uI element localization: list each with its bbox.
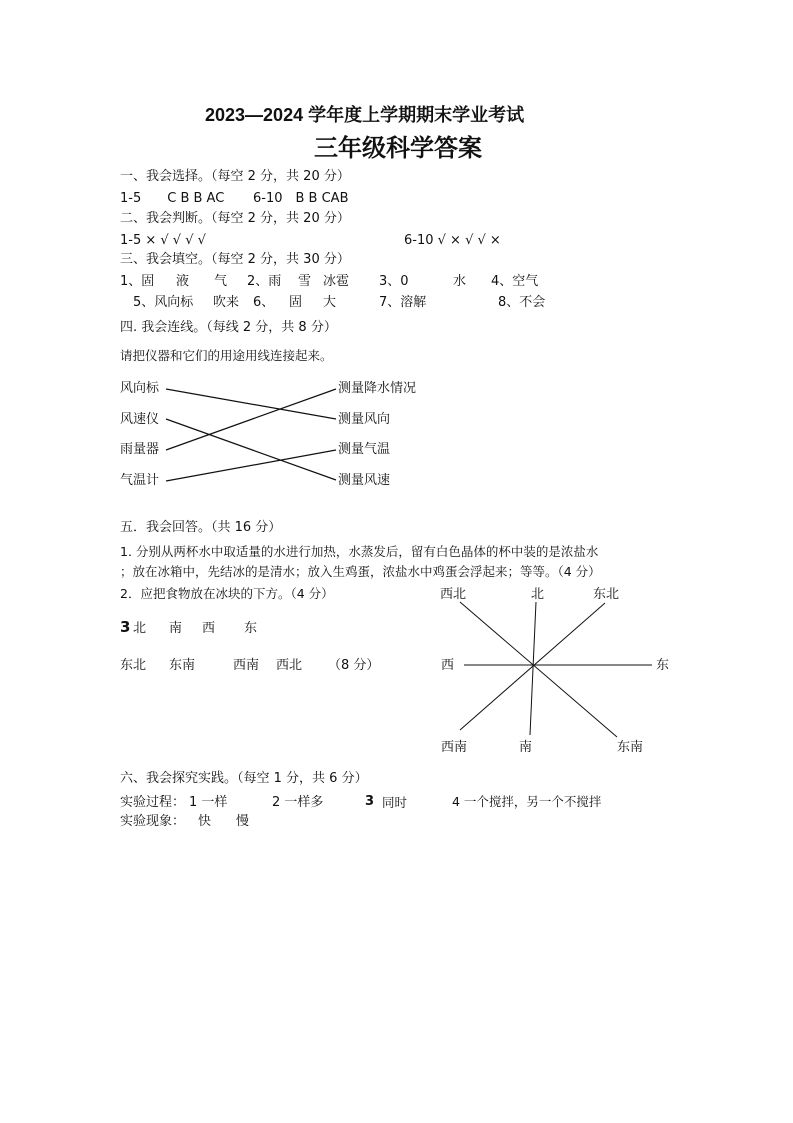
section3-row2-item: 大 [323,295,337,310]
process-item: 3 [365,794,375,809]
section1-answers-6-10: 6-10 B B CAB [253,191,349,206]
section3-row1-item: 4、空气 [491,274,539,289]
use-wind-direction: 测量风向 [338,412,391,427]
section3-row1-item: 气 [214,274,228,289]
instrument-wind-vane: 风向标 [120,381,160,396]
use-precipitation: 测量降水情况 [338,381,417,396]
use-wind-speed: 测量风速 [338,473,391,488]
section5-q3-number: 3 [120,618,131,636]
process-label: 实验过程： [120,795,186,810]
compass-label-southeast: 东南 [617,740,644,755]
section3-row2-item: 5、风向标 [133,295,194,310]
section4-heading: 四. 我会连线。（每线 2 分，共 8 分） [120,320,337,335]
process-item: 4 一个搅拌，另一个不搅拌 [452,794,602,809]
compass-line-nw-se [460,602,617,737]
q3-score: （8 分） [328,658,380,673]
compass-label-northwest: 西北 [440,587,467,602]
process-item: 2 一样多 [272,795,324,810]
section2-heading: 二、我会判断。（每空 2 分，共 20 分） [120,211,350,226]
phenomenon-item: 慢 [236,814,250,829]
section3-row1-item: 液 [176,274,190,289]
section1-answers-1-5: 1-5 C B B AC [120,191,225,206]
section3-row2-item: 固 [289,295,303,310]
compass-label-west: 西 [441,658,455,673]
q3-answer: 东北 [120,658,147,673]
section5-q1-line1: 1. 分别从两杯水中取适量的水进行加热，水蒸发后，留有白色晶体的杯中装的是浓盐水 [120,544,599,559]
phenomenon-label: 实验现象： [120,814,186,829]
section3-row2-item: 吹来 [213,295,240,310]
section3-row1-item: 雪 [298,274,312,289]
compass-rose [460,602,652,737]
q3-answer: 北 [133,621,147,636]
connection-thermometer [166,450,336,481]
compass-line-ne-sw [460,603,605,730]
section1-heading: 一、我会选择。（每空 2 分，共 20 分） [120,169,350,184]
section3-row1-item: 冰雹 [323,274,350,289]
section2-answers-6-10: 6-10 √ × √ √ × [404,233,501,248]
q3-answer: 西南 [233,658,260,673]
section3-row1-item: 2、雨 [247,274,282,289]
instrument-anemometer: 风速仪 [120,412,160,427]
section5-heading: 五．我会回答。（共 16 分） [120,520,282,535]
q3-answer: 南 [169,621,183,636]
section4-instruction: 请把仪器和它们的用途用线连接起来。 [120,348,333,363]
q3-answer: 东 [244,621,258,636]
compass-label-southwest: 西南 [441,740,468,755]
section3-row2-item: 7、溶解 [379,295,427,310]
compass-label-north: 北 [531,587,545,602]
exam-title: 2023—2024 学年度上学期期末学业考试 [205,105,525,125]
q3-answer: 东南 [169,658,196,673]
instrument-rain-gauge: 雨量器 [120,442,160,457]
q3-answer: 西 [202,621,216,636]
connection-anemometer [166,419,336,480]
section3-row2-item: 6、 [253,295,275,310]
section2-answers-1-5: 1-5 × √ √ √ √ [120,233,206,248]
section3-heading: 三、我会填空。（每空 2 分，共 30 分） [120,252,350,267]
use-temperature: 测量气温 [338,442,391,457]
phenomenon-item: 快 [198,814,212,829]
section6-heading: 六、我会探究实践。（每空 1 分，共 6 分） [120,771,368,786]
section3-row2-item: 8、不会 [498,295,546,310]
compass-label-northeast: 东北 [593,587,620,602]
q3-answer: 西北 [276,658,303,673]
connection-wind-vane [166,389,336,419]
section5-q2: 2．应把食物放在冰块的下方。（4 分） [120,586,334,601]
compass-label-south: 南 [519,740,533,755]
process-item: 1 一样 [189,795,228,810]
instrument-thermometer: 气温计 [120,473,160,488]
section5-q1-line2: ；放在冰箱中，先结冰的是清水；放入生鸡蛋，浓盐水中鸡蛋会浮起来；等等。（4 分） [120,564,601,579]
answer-key-title: 三年级科学答案 [314,134,482,162]
section3-row1-item: 3、0 [379,274,409,289]
section3-row1-item: 1、固 [120,274,155,289]
process-item: 同时 [382,795,408,810]
compass-label-east: 东 [656,658,670,673]
section3-row1-item: 水 [453,274,467,289]
connection-rain-gauge [166,389,336,450]
